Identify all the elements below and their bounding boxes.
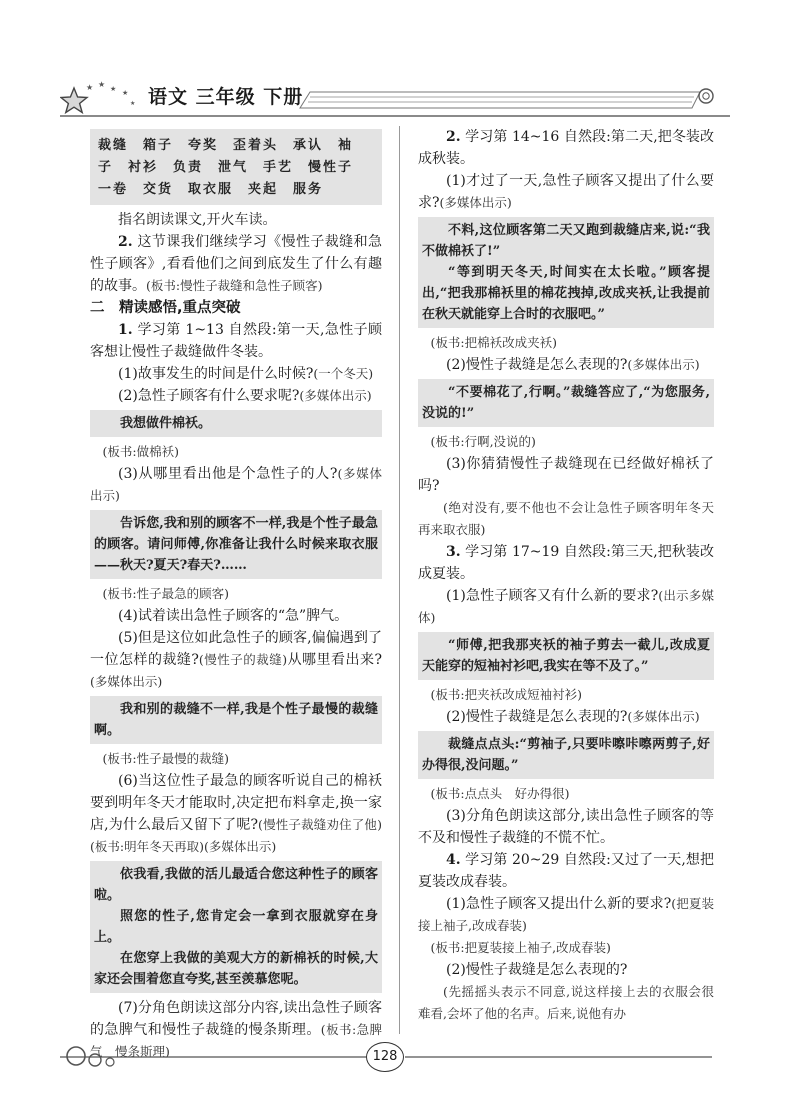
question: (3)分角色朗读这部分,读出急性子顾客的等不及和慢性子裁缝的不慌不忙。 [418, 808, 714, 846]
small-star-icon: ★ [98, 80, 106, 89]
quote-box: 我和别的裁缝不一样,我是个性子最慢的裁缝啊。 [90, 696, 382, 744]
question: (2)慢性子裁缝是怎么表现的?(多媒体出示) [446, 357, 700, 373]
left-column [90, 126, 382, 1063]
blackboard-note: (板书:点点头 好办得很) [430, 786, 570, 801]
question: (2)慢性子裁缝是怎么表现的? [446, 962, 628, 978]
circle-icon [67, 1047, 85, 1065]
quote-box: “不要棉花了,行啊。”裁缝答应了,“为您服务,没说的!” [418, 379, 714, 427]
quote-box: 告诉您,我和别的顾客不一样,我是个性子最急的顾客。请问师傅,你准备让我什么时候来取衣服——秋天?夏天?春天?…… [90, 510, 382, 579]
paragraph: 2. 这节课我们继续学习《慢性子裁缝和急性子顾客》,看看他们之间到底发生了什么有趣的故事。(板书:慢性子裁缝和急性子顾客) [90, 234, 382, 294]
small-star-icon: ★ [86, 83, 94, 92]
circle-icon [106, 1058, 114, 1066]
question: (5)但是这位如此急性子的顾客,偏偏遇到了一位怎样的裁缝?(慢性子的裁缝)从哪里看出来?(多媒体出示) [90, 630, 382, 689]
question: (1)才过了一天,急性子顾客又提出了什么要求?(多媒体出示) [418, 173, 714, 211]
question: (7)分角色朗读这部分内容,读出急性子顾客的急脾气和慢性子裁缝的慢条斯理。(板书:急脾气 慢条斯理) [90, 1000, 383, 1059]
question: (6)当这位性子最急的顾客听说自己的棉袄要到明年冬天才能取时,决定把布料拿走,换一家店,为什么最后又留下了呢?(慢性子裁缝劝住了他)(板书:明年冬天再取)(多媒体出示) [90, 773, 382, 854]
circle-icon [89, 1054, 101, 1066]
small-star-icon: ★ [122, 89, 129, 97]
quote-box: “师傅,把我那夹袄的袖子剪去一截儿,改成夏天能穿的短袖衬衫吧,我实在等不及了。” [418, 632, 714, 680]
page-header [60, 78, 740, 122]
right-column [418, 126, 714, 1025]
question: (3)从哪里看出他是个急性子的人?(多媒体出示) [90, 466, 382, 503]
answer-note: (先摇摇头表示不同意,说这样接上去的衣服会很难看,会坏了他的名声。后来,说他有办 [418, 984, 714, 1021]
answer-note: (绝对没有,要不他也不会让急性子顾客明年冬天再来取衣服) [418, 500, 714, 537]
quote-box: 依我看,我做的活儿最适合您这种性子的顾客啦。 照您的性子,您肯定会一拿到衣服就穿在身上。 在您穿上我做的美观大方的新棉袄的时候,大家还会围着您直夸奖,甚至羡慕您呢。 [90, 861, 382, 993]
ring-icon [699, 89, 713, 103]
blackboard-note: (板书:做棉袄) [102, 444, 179, 459]
quote-box: 不料,这位顾客第二天又跑到裁缝店来,说:“我不做棉袄了!” “等到明天冬天,时间实在太长啦。”顾客提出,“把我那棉袄里的棉花拽掉,改成夹袄,让我提前在秋天就能穿上合时的衣服吧。” [418, 217, 714, 328]
vocab-line: 子 衬衫 负责 泄气 手艺 慢性子 [98, 160, 354, 175]
book-title: 语文 三年级 下册 [148, 86, 304, 108]
question: (3)你猜猜慢性子裁缝现在已经做好棉袄了吗? [418, 456, 714, 494]
paragraph: 指名朗读课文,开火车读。 [118, 212, 277, 228]
vocab-line: 裁缝 箱子 夸奖 歪着头 承认 袖 [98, 138, 354, 153]
question: (4)试着读出急性子顾客的“急”脾气。 [118, 608, 349, 624]
ring-icon [703, 93, 709, 99]
vocab-line: 一卷 交货 取衣服 夹起 服务 [98, 182, 324, 197]
question: (1)故事发生的时间是什么时候?(一个冬天) [118, 366, 374, 382]
question: (2)慢性子裁缝是怎么表现的?(多媒体出示) [446, 709, 700, 725]
blackboard-note: (板书:性子最急的顾客) [102, 586, 229, 601]
blackboard-note: (板书:性子最慢的裁缝) [102, 751, 229, 766]
blackboard-note: (板书:行啊,没说的) [430, 434, 536, 449]
quote-box: 我想做件棉袄。 [90, 410, 382, 437]
question: (2)急性子顾客有什么要求呢?(多媒体出示) [118, 388, 372, 404]
blackboard-note: (板书:把棉袄改成夹袄) [430, 335, 557, 350]
question: (1)急性子顾客又提出什么新的要求?(把夏装接上袖子,改成春装) [418, 896, 714, 933]
page-number: 128 [366, 1042, 404, 1072]
quote-box: 裁缝点点头:“剪袖子,只要咔嚓咔嚓两剪子,好办得很,没问题。” [418, 731, 714, 779]
star-icon [61, 88, 87, 113]
small-star-icon: ★ [130, 100, 136, 107]
question: (1)急性子顾客又有什么新的要求?(出示多媒体) [418, 588, 714, 625]
paragraph: 2. 学习第 14~16 自然段:第二天,把冬装改成秋装。 [418, 129, 714, 167]
column-divider [399, 126, 400, 1034]
vocab-box [90, 129, 382, 205]
blackboard-note: (板书:把夹袄改成短袖衬衫) [430, 687, 582, 702]
small-star-icon: ★ [110, 85, 117, 93]
section-heading: 二 精读感悟,重点突破 [90, 300, 241, 316]
paragraph: 4. 学习第 20~29 自然段:又过了一天,想把夏装改成春装。 [418, 852, 714, 890]
paragraph: 3. 学习第 17~19 自然段:第三天,把秋装改成夏装。 [418, 544, 714, 582]
blackboard-note: (板书:把夏装接上袖子,改成春装) [430, 940, 611, 955]
paragraph: 1. 学习第 1~13 自然段:第一天,急性子顾客想让慢性子裁缝做件冬装。 [90, 322, 382, 360]
